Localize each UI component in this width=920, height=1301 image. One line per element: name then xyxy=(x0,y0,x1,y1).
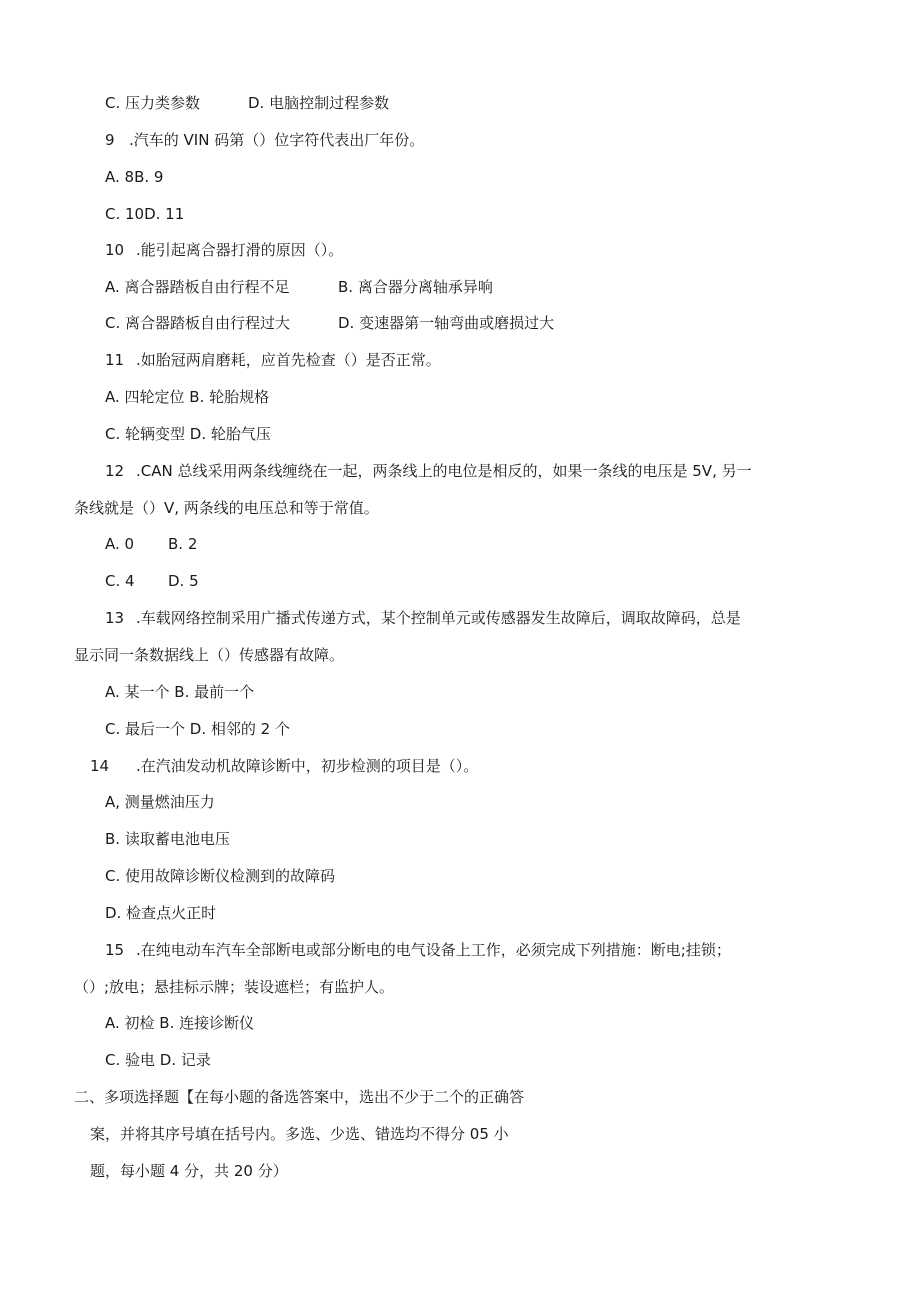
q11-text: .如胎冠两肩磨耗，应首先检查（）是否正常。 xyxy=(136,351,441,369)
q10-option-a: A. 离合器踏板自由行程不足 xyxy=(105,278,290,296)
q9-options-ab: A. 8B. 9 xyxy=(105,168,164,186)
q12-option-d: D. 5 xyxy=(168,572,199,590)
q11-options-ab: A. 四轮定位 B. 轮胎规格 xyxy=(105,388,270,406)
q10-option-d: D. 变速器第一轴弯曲或磨损过大 xyxy=(338,314,555,332)
q10-option-c: C. 离合器踏板自由行程过大 xyxy=(105,314,291,332)
q15-number: 15 xyxy=(105,941,125,959)
q14-number: 14 xyxy=(90,757,110,775)
q14-option-d: D. 检查点火正时 xyxy=(105,904,217,922)
q11-number: 11 xyxy=(105,351,125,369)
q8-option-d: D. 电脑控制过程参数 xyxy=(248,94,390,112)
q14-option-a: A, 测量燃油压力 xyxy=(105,793,215,811)
q11-options-cd: C. 轮辆变型 D. 轮胎气压 xyxy=(105,425,271,443)
q15-options-cd: C. 验电 D. 记录 xyxy=(105,1051,211,1069)
q14-option-b: B. 读取蓄电池电压 xyxy=(105,830,230,848)
q10-number: 10 xyxy=(105,241,125,259)
q9-number: 9 xyxy=(105,131,115,149)
q13-number: 13 xyxy=(105,609,125,627)
q9-options-cd: C. 10D. 11 xyxy=(105,205,185,223)
q12-option-a: A. 0 xyxy=(105,535,135,553)
q15-options-ab: A. 初检 B. 连接诊断仪 xyxy=(105,1014,255,1032)
q10-option-b: B. 离合器分离轴承异响 xyxy=(338,278,493,296)
q9-text: .汽车的 VIN 码第（）位字符代表出厂年份。 xyxy=(129,131,425,149)
q10-text: .能引起离合器打滑的原因（）。 xyxy=(136,241,344,259)
q8-option-c: C. 压力类参数 xyxy=(105,94,201,112)
section2-heading-line2: 案，并将其序号填在括号内。多选、少选、错选均不得分 05 小 xyxy=(90,1125,509,1143)
q12-option-b: B. 2 xyxy=(168,535,198,553)
q15-text-line1: .在纯电动车汽车全部断电或部分断电的电气设备上工作，必须完成下列措施：断电;挂锁； xyxy=(136,941,731,959)
q12-text-line2: 条线就是（）V, 两条线的电压总和等于常值。 xyxy=(74,499,379,517)
q12-number: 12 xyxy=(105,462,125,480)
q14-option-c: C. 使用故障诊断仪检测到的故障码 xyxy=(105,867,336,885)
q15-text-line2: （）;放电；悬挂标示牌；装设遮栏；有监护人。 xyxy=(74,978,395,996)
q13-options-cd: C. 最后一个 D. 相邻的 2 个 xyxy=(105,720,290,738)
q12-text-line1: .CAN 总线采用两条线缠绕在一起，两条线上的电位是相反的，如果一条线的电压是 5V, 另一 xyxy=(136,462,752,480)
section2-heading-line1: 二、多项选择题【在每小题的备选答案中，选出不少于二个的正确答 xyxy=(74,1088,525,1106)
section2-heading-line3: 题，每小题 4 分，共 20 分） xyxy=(90,1162,288,1180)
q13-text-line2: 显示同一条数据线上（）传感器有故障。 xyxy=(74,646,345,664)
q14-text: .在汽油发动机故障诊断中，初步检测的项目是（）。 xyxy=(136,757,479,775)
q12-option-c: C. 4 xyxy=(105,572,135,590)
q13-options-ab: A. 某一个 B. 最前一个 xyxy=(105,683,255,701)
q13-text-line1: .车载网络控制采用广播式传递方式，某个控制单元或传感器发生故障后，调取故障码，总是 xyxy=(136,609,741,627)
